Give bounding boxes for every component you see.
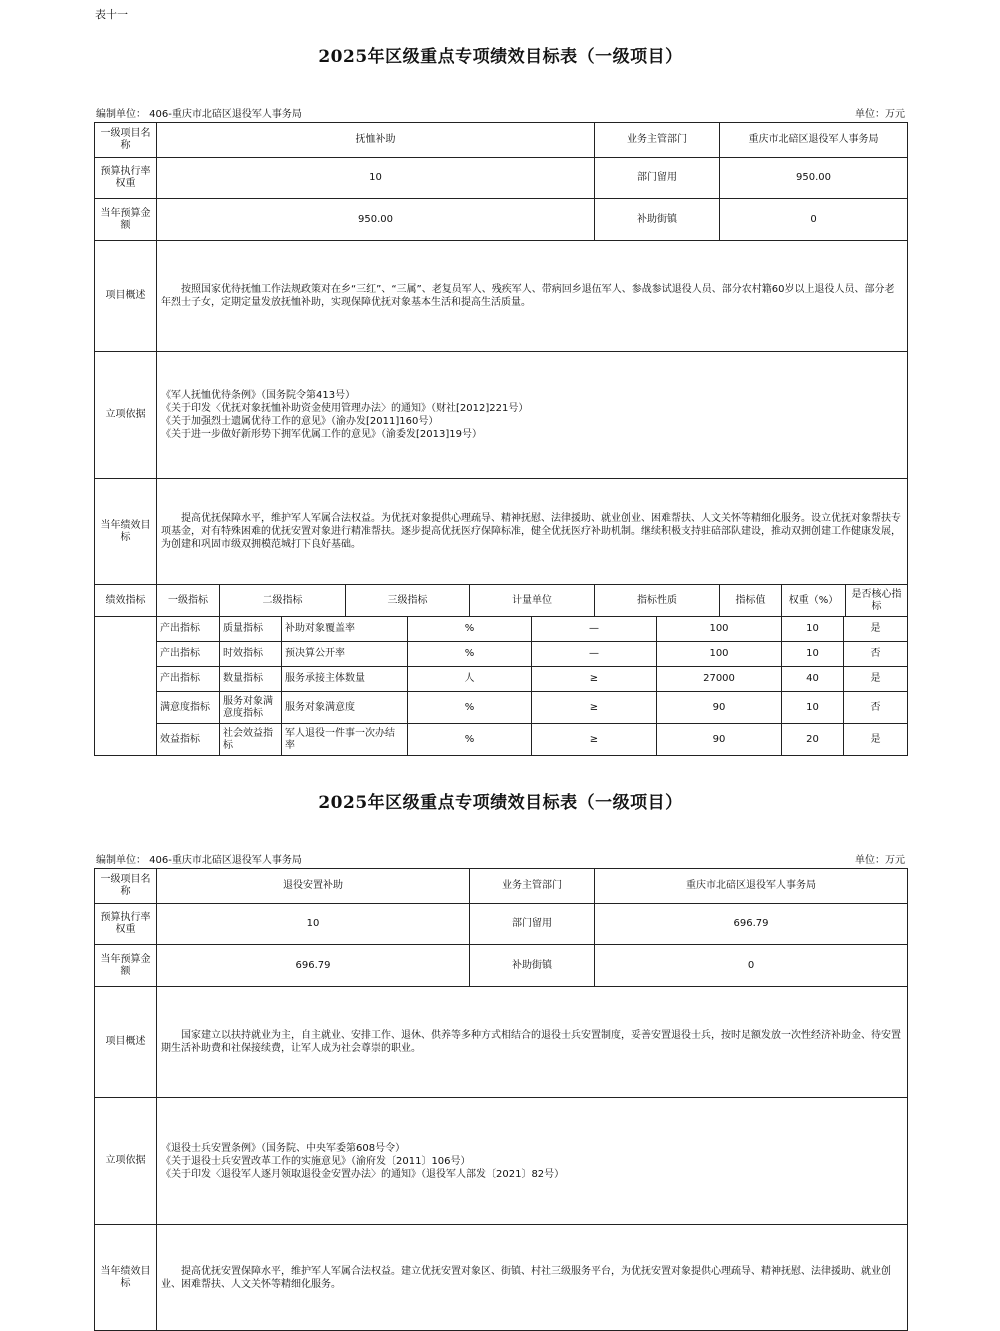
- indicator-header: 一级指标: [157, 585, 220, 617]
- basis-item: 《军人抚恤优待条例》（国务院令第413号）: [161, 390, 356, 401]
- budget-label: 当年预算金额: [95, 199, 157, 241]
- indicator-cell: 产出指标: [157, 642, 220, 667]
- project-name-value: 退役安置补助: [157, 869, 470, 904]
- indicator-row: [95, 692, 908, 724]
- basis-text: [157, 352, 908, 479]
- indicator-cell: %: [408, 617, 532, 642]
- compiling-unit: 编制单位： 406-重庆市北碚区退役军人事务局: [96, 109, 302, 120]
- indicator-row: [95, 642, 908, 667]
- project-name-value: 抚恤补助: [157, 123, 595, 158]
- indicator-cell: 否: [844, 692, 908, 724]
- overview-label: 项目概述: [95, 241, 157, 352]
- overview-label: 项目概述: [95, 987, 157, 1098]
- subsidy-value: 0: [595, 945, 908, 987]
- budget-label: 当年预算金额: [95, 945, 157, 987]
- project-table: [94, 868, 908, 1331]
- goal-text: 提高优抚保障水平，维护军人军属合法权益。为优抚对象提供心理疏导、精神抚慰、法律援助、就业创业、困难帮扶、人文关怀等精细化服务。设立优抚对象帮扶专项基金，对有特殊困难的优抚安置对象进行精准帮扶。逐步提高优抚医疗保障标准，健全优抚医疗补助机制。继续积极支持驻碚部队建设，推动双拥创建工作健康发展，为创建和巩固市级双拥模范城打下良好基础。: [157, 479, 908, 585]
- currency-unit: 单位：万元: [855, 855, 905, 866]
- currency-unit: 单位：万元: [855, 109, 905, 120]
- indicator-label-column: [95, 692, 157, 724]
- indicator-label-column: [95, 724, 157, 756]
- project-name-label: 一级项目名称: [95, 869, 157, 904]
- indicator-cell: 服务对象满意度: [282, 692, 408, 724]
- indicator-rows: [94, 616, 908, 756]
- goal-label: 当年绩效目标: [95, 1225, 157, 1331]
- table-meta: [94, 105, 907, 119]
- dept-reserve-label: 部门留用: [595, 158, 720, 199]
- indicator-cell: 100: [657, 642, 782, 667]
- dept-reserve-value: 696.79: [595, 904, 908, 945]
- dept-reserve-label: 部门留用: [470, 904, 595, 945]
- table-title: 2025年区级重点专项绩效目标表（一级项目）: [318, 793, 683, 813]
- subsidy-label: 补助街镇: [470, 945, 595, 987]
- basis-label: 立项依据: [95, 352, 157, 479]
- indicator-cell: 服务对象满意度指标: [220, 692, 282, 724]
- dept-value: 重庆市北碚区退役军人事务局: [720, 123, 908, 158]
- project-table: [94, 122, 908, 617]
- indicator-cell: 90: [657, 724, 782, 756]
- project-name-label: 一级项目名称: [95, 123, 157, 158]
- indicator-header: 权重（%）: [782, 585, 846, 617]
- indicator-row: [95, 724, 908, 756]
- indicator-cell: 服务承接主体数量: [282, 667, 408, 692]
- indicator-cell: 社会效益指标: [220, 724, 282, 756]
- indicator-cell: 27000: [657, 667, 782, 692]
- indicator-cell: 产出指标: [157, 667, 220, 692]
- indicator-cell: 10: [782, 642, 844, 667]
- basis-item: 《关于进一步做好新形势下拥军优属工作的意见》（渝委发[2013]19号）: [161, 429, 482, 440]
- overview-text: 国家建立以扶持就业为主，自主就业、安排工作、退休、供养等多种方式相结合的退役士兵安置制度，妥善安置退役士兵，按时足额发放一次性经济补助金、待安置期生活补助费和社保接续费，让军人成为社会尊崇的职业。: [157, 987, 908, 1098]
- indicator-cell: 100: [657, 617, 782, 642]
- dept-label: 业务主管部门: [595, 123, 720, 158]
- exec-rate-value: 10: [157, 158, 595, 199]
- indicator-cell: —: [532, 642, 657, 667]
- indicator-header: 二级指标: [220, 585, 346, 617]
- exec-rate-label: 预算执行率权重: [95, 904, 157, 945]
- indicator-label-column: [95, 667, 157, 692]
- compiling-unit: 编制单位： 406-重庆市北碚区退役军人事务局: [96, 855, 302, 866]
- indicator-header: 指标性质: [595, 585, 720, 617]
- exec-rate-label: 预算执行率权重: [95, 158, 157, 199]
- indicator-cell: 10: [782, 692, 844, 724]
- dept-label: 业务主管部门: [470, 869, 595, 904]
- goal-label: 当年绩效目标: [95, 479, 157, 585]
- indicator-cell: 数量指标: [220, 667, 282, 692]
- performance-table-2: [94, 788, 907, 1331]
- indicator-cell: —: [532, 617, 657, 642]
- basis-item: 《关于退役士兵安置改革工作的实施意见》（渝府发〔2011〕106号）: [161, 1155, 471, 1167]
- basis-text: [157, 1098, 908, 1225]
- indicator-cell: 产出指标: [157, 617, 220, 642]
- indicator-cell: 是: [844, 667, 908, 692]
- indicator-header: 指标值: [720, 585, 782, 617]
- indicator-cell: ≥: [532, 724, 657, 756]
- indicator-cell: 是: [844, 724, 908, 756]
- indicator-cell: %: [408, 692, 532, 724]
- indicator-cell: ≥: [532, 692, 657, 724]
- indicator-cell: 预决算公开率: [282, 642, 408, 667]
- indicator-cell: 20: [782, 724, 844, 756]
- dept-reserve-value: 950.00: [720, 158, 908, 199]
- subsidy-label: 补助街镇: [595, 199, 720, 241]
- basis-item: 《关于印发〈优抚对象抚恤补助资金使用管理办法〉的通知》（财社[2012]221号）: [161, 403, 529, 414]
- indicator-cell: %: [408, 724, 532, 756]
- indicator-header: 计量单位: [470, 585, 595, 617]
- dept-value: 重庆市北碚区退役军人事务局: [595, 869, 908, 904]
- table-number-label: 表十一: [95, 8, 128, 21]
- indicator-cell: 补助对象覆盖率: [282, 617, 408, 642]
- indicator-label-column: [95, 617, 157, 642]
- indicator-cell: 40: [782, 667, 844, 692]
- indicators-label: 绩效指标: [95, 585, 157, 617]
- exec-rate-value: 10: [157, 904, 470, 945]
- indicator-cell: ≥: [532, 667, 657, 692]
- indicator-cell: 满意度指标: [157, 692, 220, 724]
- basis-item: 《关于加强烈士遗属优待工作的意见》（渝办发[2011]160号）: [161, 416, 439, 427]
- indicator-cell: 效益指标: [157, 724, 220, 756]
- basis-label: 立项依据: [95, 1098, 157, 1225]
- indicator-cell: %: [408, 642, 532, 667]
- indicator-header: 三级指标: [346, 585, 470, 617]
- basis-item: 《关于印发〈退役军人逐月领取退役金安置办法〉的通知》（退役军人部发〔2021〕82号）: [161, 1168, 565, 1180]
- budget-value: 696.79: [157, 945, 470, 987]
- indicator-header: 是否核心指标: [846, 585, 908, 617]
- indicator-row: [95, 667, 908, 692]
- performance-table-1: [94, 42, 907, 756]
- indicator-cell: 10: [782, 617, 844, 642]
- indicator-label-column: [95, 642, 157, 667]
- indicator-cell: 人: [408, 667, 532, 692]
- budget-value: 950.00: [157, 199, 595, 241]
- basis-item: 《退役士兵安置条例》（国务院、中央军委第608号令）: [161, 1142, 406, 1154]
- indicator-row: [95, 617, 908, 642]
- indicator-cell: 时效指标: [220, 642, 282, 667]
- indicator-cell: 质量指标: [220, 617, 282, 642]
- table-title: 2025年区级重点专项绩效目标表（一级项目）: [318, 47, 683, 67]
- table-meta: [94, 851, 907, 865]
- indicator-cell: 否: [844, 642, 908, 667]
- indicator-cell: 军人退役一件事一次办结率: [282, 724, 408, 756]
- indicator-cell: 是: [844, 617, 908, 642]
- overview-text: 按照国家优待抚恤工作法规政策对在乡“三红”、“三属”、老复员军人、残疾军人、带病回乡退伍军人、参战参试退役人员、部分农村籍60岁以上退役人员、部分老年烈士子女，定期定量发放抚恤补助，实现保障优抚对象基本生活和提高生活质量。: [157, 241, 908, 352]
- indicator-cell: 90: [657, 692, 782, 724]
- goal-text: 提高优抚安置保障水平，维护军人军属合法权益。建立优抚安置对象区、街镇、村社三级服务平台，为优抚安置对象提供心理疏导、精神抚慰、法律援助、就业创业、困难帮扶、人文关怀等精细化服务。: [157, 1225, 908, 1331]
- subsidy-value: 0: [720, 199, 908, 241]
